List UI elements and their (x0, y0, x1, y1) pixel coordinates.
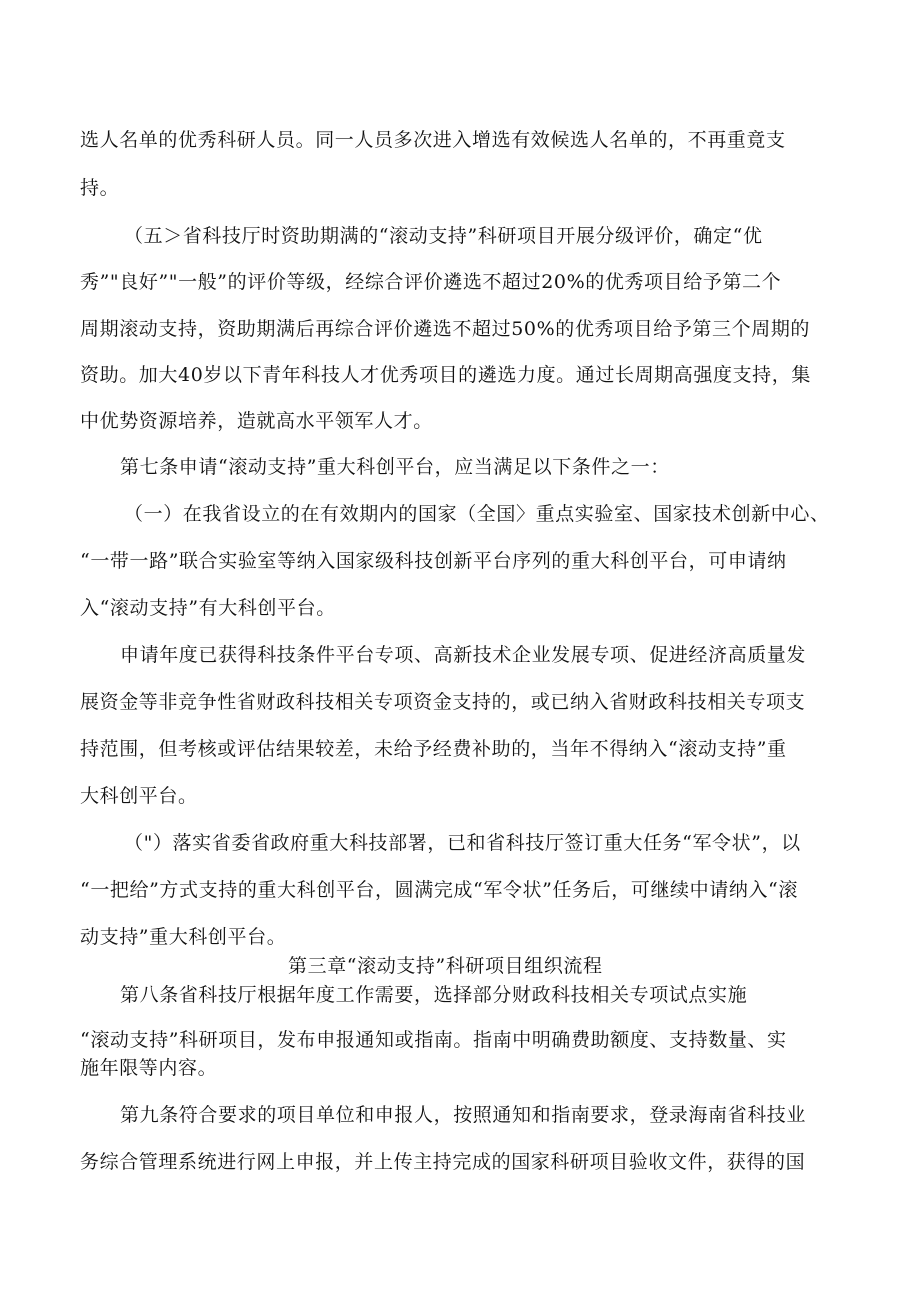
text-line: （五＞省科技厅时资助期满的“滚动支持”科研项目开展分级评价，确定“优 (124, 225, 763, 247)
text-line: 动支持”重大科创平台。 (80, 926, 287, 948)
text-line: “滚动支持”科研项目，发布申报通知或指南。指南中明确费助额度、支持数量、实 (80, 1029, 787, 1051)
chapter-heading: 第三章“滚动支持”科研项目组织流程 (288, 955, 603, 977)
article-heading: 第八条省科技厅根据年度工作需要，选择部分财政科技相关专项试点实施 (120, 984, 748, 1006)
text-line: 展资金等非竞争性省财政科技相关专项资金支持的，或已纳入省财政科技相关专项支 (80, 691, 806, 713)
text-line: 持范围，但考核或评估结果较差，未给予经费补助的，当年不得纳入“滚动支持”重 (80, 738, 787, 760)
text-line: 申请年度已获得科技条件平台专项、高新技术企业发展专项、促进经济高质量发 (120, 644, 807, 666)
text-line: 大科创平台。 (80, 785, 198, 807)
text-line: 持。 (80, 177, 120, 199)
text-line: 选人名单的优秀科研人员。同一人员多次进入增选有效候选人名单的，不再重竟支 (80, 129, 786, 151)
text-line: （"）落实省委省政府重大科技部署，已和省科技厅签订重大任务“军令状”，以 (124, 832, 801, 854)
text-line: 中优势资源培养，造就高水平领军人才。 (80, 410, 433, 432)
text-line: “一把给”方式支持的重大科创平台，圆满完成“军令状”任务后，可继续中请纳入“滚 (80, 879, 798, 901)
article-heading: 第九条符合要求的项目单位和申报人，按照通知和指南要求，登录海南省科技业 (120, 1104, 807, 1126)
text-line: “一带一路”联合实验室等纳入国家级科技创新平台序列的重大科创平台，可申请纳 (80, 550, 787, 572)
text-line: 入“滚动支持”有大科创平台。 (80, 597, 336, 619)
article-heading: 第七条申请“滚动支持”重大科创平台，应当满足以下条件之一： (120, 456, 670, 478)
text-line: （一）在我省设立的在有效期内的国家（全国〉重点实验室、国家技术创新中心、 (124, 503, 830, 525)
text-line: 秀”"良好”"一般”的评价等级，经综合评价遴选不超过20%的优秀项目给予第二个 (80, 271, 782, 293)
text-line: 务综合管理系统进行网上申报，并上传主持完成的国家科研项目验收文件，获得的国 (80, 1151, 806, 1173)
text-line: 施年限等内容。 (80, 1057, 218, 1079)
text-line: 周期滚动支持，资助期满后再综合评价遴选不超过50%的优秀项目给予第三个周期的 (80, 318, 811, 340)
text-line: 资助。加大40岁以下青年科技人才优秀项目的遴选力度。通过长周期高强度支持，集 (80, 364, 811, 386)
